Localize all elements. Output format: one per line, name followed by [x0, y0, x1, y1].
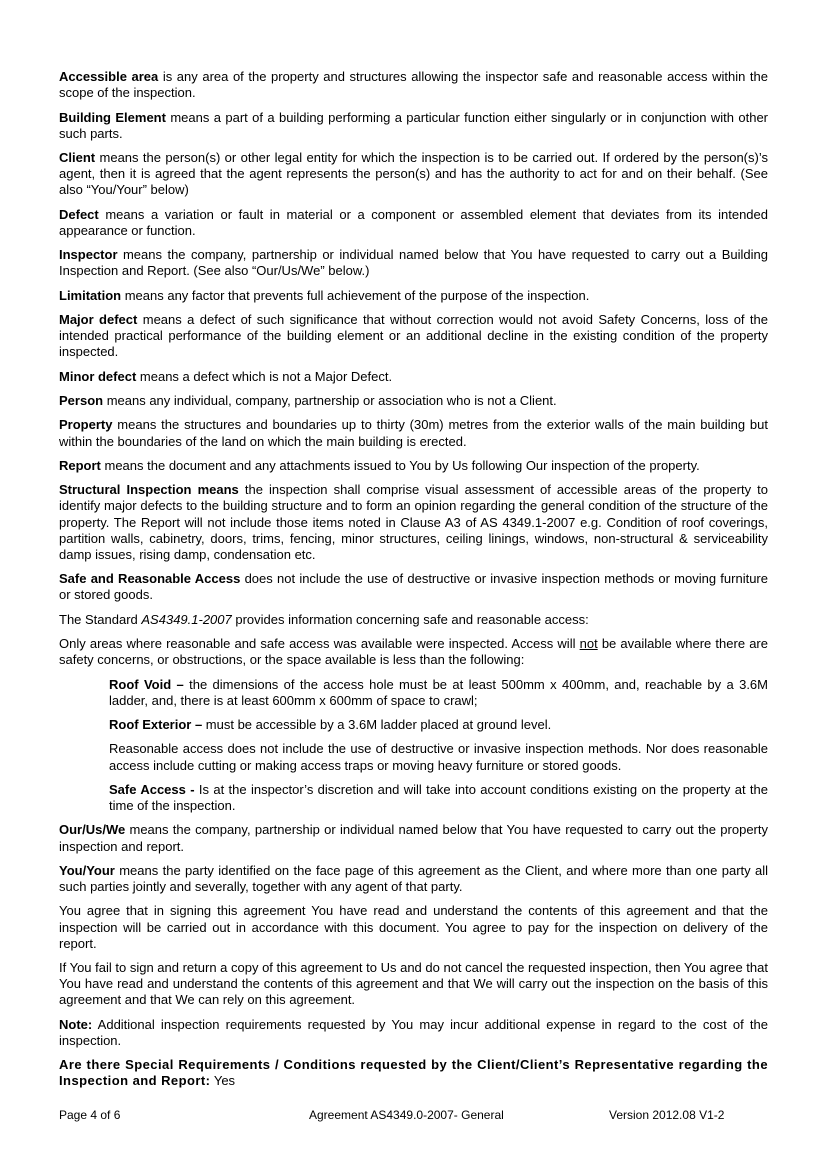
- safe-access-text: Is at the inspector’s discretion and will take into account conditions existing on the property at the time of the inspection.: [109, 781, 768, 813]
- definition-text: means the company, partnership or individual named below that You have requested to carry out a Building Inspection and Report. (See also “Our/Us/We” below.): [59, 247, 768, 279]
- access-before: Only areas where reasonable and safe access was available were inspected. Access will: [59, 636, 580, 651]
- definition-term: Our/Us/We: [59, 822, 126, 838]
- definition-term: Inspector: [59, 247, 118, 263]
- access-paragraph: [59, 636, 768, 668]
- definition-text: means any individual, company, partnership or association who is not a Client.: [103, 393, 557, 408]
- agreement-paragraph: You agree that in signing this agreement You have read and understand the contents of this agreement and that the inspection will be carried out in accordance with this document. You agree to pay for the inspection on delivery of the report.: [59, 903, 768, 951]
- roof-exterior-text: must be accessible by a 3.6M ladder placed at ground level.: [202, 717, 552, 732]
- definition-text: means the company, partnership or individual named below that You have requested to carry out the property inspection and report.: [59, 822, 768, 854]
- definition-text: means a defect which is not a Major Defect.: [136, 368, 393, 384]
- definition-limitation: [59, 288, 768, 304]
- definition-you-your: [59, 863, 768, 895]
- definition-text: means the person(s) or other legal entity for which the inspection is to be carried out. If ordered by the person(s)’s agent, then it is agreed that the agent represents the person(s) and has the authority to act for and on their behalf. (See also “You/Your” below): [59, 150, 768, 198]
- document-body: [59, 69, 768, 1098]
- definition-text: is any area of the property and structures allowing the inspector safe and reasonable access within the scope of the inspection.: [59, 69, 768, 101]
- definition-term: Accessible area: [59, 69, 159, 84]
- definition-our-us-we: [59, 822, 768, 854]
- definition-term: Client: [59, 150, 96, 165]
- agreement-title: Agreement AS4349.0-2007- General: [309, 1108, 504, 1122]
- definition-client: [59, 150, 768, 199]
- definition-defect: [59, 207, 768, 239]
- definition-text: the inspection shall comprise visual assessment of accessible areas of the property to identify major defects to the building structure and to form an opinion regarding the general condition of the structure of the property. The Report will not include those items noted in Clause A3 of AS 4349.1-2007 e.g. Condition of roof coverings, partition walls, cabinetry, doors, trims, fencing, minor structures, ceiling linings, windows, non-structural & serviceability damp issues, rising damp, condensation etc.: [59, 482, 768, 562]
- definition-term: Building Element: [59, 109, 166, 125]
- definition-text: means a variation or fault in material or a component or assembled element that deviates from its intended appearance or function.: [59, 206, 768, 238]
- special-requirements-answer: Yes: [210, 1073, 236, 1089]
- definition-term: You/Your: [59, 862, 115, 878]
- access-after: be available where there are safety concerns, or obstructions, or the space available is less than the following:: [59, 636, 768, 668]
- definition-safe-reasonable-access: [59, 571, 768, 603]
- definition-term: Report: [59, 457, 101, 473]
- definition-minor-defect: [59, 369, 768, 385]
- definition-text: means any factor that prevents full achievement of the purpose of the inspection.: [121, 287, 590, 303]
- definition-term: Safe and Reasonable Access: [59, 571, 241, 587]
- safe-access: [109, 782, 768, 814]
- definition-person: [59, 393, 768, 409]
- reasonable-access: Reasonable access does not include the use of destructive or invasive inspection methods. Nor does reasonable access include cutting or making access traps or moving heavy furniture or stored goods.: [109, 741, 768, 773]
- definition-term: Minor defect: [59, 368, 137, 384]
- standard-suffix: provides information concerning safe and reasonable access:: [231, 611, 589, 627]
- definition-text: means a part of a building performing a particular function either singularly or in conjunction with other such parts.: [59, 109, 769, 141]
- roof-void-term: Roof Void –: [109, 676, 184, 692]
- note-paragraph: [59, 1017, 768, 1049]
- note-label: Note:: [59, 1016, 93, 1032]
- roof-void: [109, 677, 768, 709]
- definition-term: Person: [59, 393, 104, 408]
- standard-prefix: The Standard: [59, 611, 142, 627]
- definition-text: means the document and any attachments issued to You by Us following Our inspection of the property.: [100, 457, 700, 473]
- definition-term: Limitation: [59, 287, 122, 303]
- definition-text: means the structures and boundaries up to thirty (30m) metres from the exterior walls of the main building but within the boundaries of the land on which the main building is erected.: [59, 417, 768, 449]
- failure-paragraph: If You fail to sign and return a copy of this agreement to Us and do not cancel the requested inspection, then You agree that You have read and understand the contents of this agreement and that We will carry out the inspection on the basis of this agreement and that We can rely on this agreement.: [59, 960, 768, 1008]
- definition-term: Structural Inspection means: [59, 482, 239, 498]
- safe-access-term: Safe Access -: [109, 781, 195, 797]
- definition-text: means a defect of such significance that without correction would not avoid Safety Concerns, loss of the intended practical performance of the building element or an additional decline in the existing condition of the property inspected.: [59, 312, 769, 360]
- definition-major-defect: [59, 312, 768, 361]
- page-footer: [59, 1108, 768, 1122]
- definition-property: [59, 417, 768, 449]
- definition-term: Defect: [59, 206, 99, 222]
- special-requirements: [59, 1057, 768, 1089]
- standard-reference: [59, 612, 768, 628]
- roof-void-text: the dimensions of the access hole must be at least 500mm x 400mm, and, reachable by a 3.6M ladder, and, there is at least 600mm x 600mm of space to crawl;: [109, 676, 768, 708]
- version-label: Version 2012.08 V1-2: [609, 1108, 725, 1122]
- note-text: Additional inspection requirements requested by You may incur additional expense in regard to the cost of the inspection.: [59, 1016, 768, 1048]
- definition-term: Property: [59, 417, 113, 433]
- definition-text: means the party identified on the face page of this agreement as the Client, and where more than one party all such parties jointly and severally, together with any agent of that party.: [59, 862, 768, 894]
- definition-term: Major defect: [59, 312, 138, 327]
- roof-exterior: [109, 717, 768, 733]
- definition-structural-inspection: [59, 482, 768, 563]
- definition-inspector: [59, 247, 768, 279]
- definition-text: does not include the use of destructive or invasive inspection methods or moving furniture or stored goods.: [59, 571, 768, 603]
- access-not: not: [579, 636, 598, 651]
- definition-building-element: [59, 110, 768, 142]
- standard-name: AS4349.1-2007: [141, 611, 232, 627]
- definition-report: [59, 458, 768, 474]
- page-number: Page 4 of 6: [59, 1108, 121, 1122]
- definition-accessible-area: [59, 69, 768, 101]
- special-requirements-question: Are there Special Requirements / Conditions requested by the Client/Client’s Representative regarding the Inspection and Report:: [59, 1057, 768, 1089]
- roof-exterior-term: Roof Exterior –: [109, 717, 203, 732]
